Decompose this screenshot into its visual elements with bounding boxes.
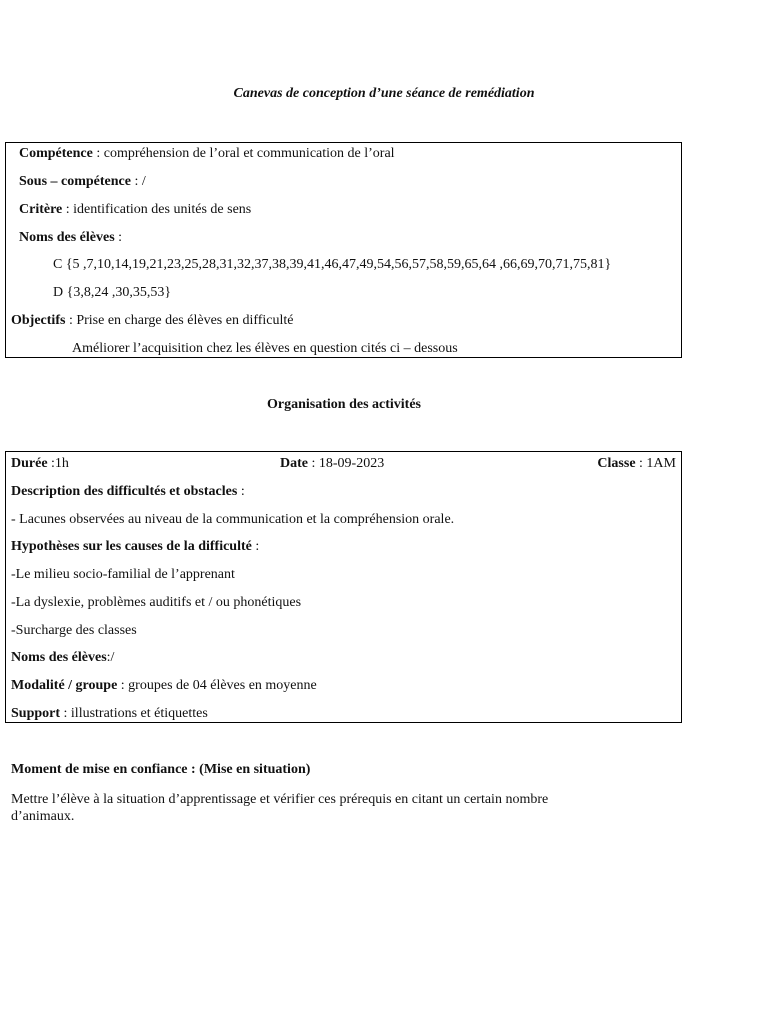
hypothesis-2: -La dyslexie, problèmes auditifs et / ou phonétiques xyxy=(11,595,302,610)
sous-competence-value: : / xyxy=(131,174,146,189)
competence-label: Compétence xyxy=(19,146,93,161)
sous-competence-label: Sous – compétence xyxy=(19,174,131,189)
moment-text-line-2: d’animaux. xyxy=(11,809,75,824)
hypothesis-1: -Le milieu socio-familial de l’apprenant xyxy=(11,567,235,582)
description-line xyxy=(11,484,245,500)
competence-line xyxy=(19,146,395,162)
moment-heading: Moment de mise en confiance : (Mise en situation) xyxy=(11,762,311,777)
description-value: : xyxy=(237,484,245,499)
noms-eleves-2-line xyxy=(11,650,114,666)
date-value: : 18-09-2023 xyxy=(308,456,385,471)
classe-value: : 1AM xyxy=(635,456,676,471)
critere-value: : identification des unités de sens xyxy=(62,202,252,217)
hypotheses-label: Hypothèses sur les causes de la difficulté xyxy=(11,539,252,554)
date-label: Date xyxy=(280,456,308,471)
activities-box xyxy=(5,451,682,723)
support-value: : illustrations et étiquettes xyxy=(60,706,208,721)
group-c-list: C {5 ,7,10,14,19,21,23,25,28,31,32,37,38,39,41,46,47,49,54,56,57,58,59,65,64 ,66,69,70,71,75,81} xyxy=(53,257,612,272)
duree-label: Durée xyxy=(11,456,48,471)
objectifs-line xyxy=(11,313,294,329)
moment-text-line-1: Mettre l’élève à la situation d’apprentissage et vérifier ces prérequis en citant un certain nombre xyxy=(11,792,549,807)
duree-value: :1h xyxy=(47,456,69,471)
critere-label: Critère xyxy=(19,202,63,217)
section-heading: Organisation des activités xyxy=(267,397,421,412)
sous-competence-line xyxy=(19,174,146,190)
competence-value: : compréhension de l’oral et communication de l’oral xyxy=(92,146,395,161)
noms-eleves-2-value: :/ xyxy=(106,650,115,665)
noms-eleves-2-label: Noms des élèves xyxy=(11,650,107,665)
lacunes-text: - Lacunes observées au niveau de la communication et la compréhension orale. xyxy=(11,512,455,527)
objectif-2-text: Améliorer l’acquisition chez les élèves en question cités ci – dessous xyxy=(72,341,458,356)
critere-line xyxy=(19,202,251,218)
duree-line xyxy=(11,456,69,472)
noms-eleves-line xyxy=(19,230,122,246)
group-d-list: D {3,8,24 ,30,35,53} xyxy=(53,285,172,300)
classe-line xyxy=(597,456,676,472)
noms-eleves-label: Noms des élèves xyxy=(19,230,115,245)
support-line xyxy=(11,706,208,722)
competence-box xyxy=(5,142,682,358)
noms-eleves-value: : xyxy=(114,230,123,245)
date-line xyxy=(280,456,384,472)
document-title: Canevas de conception d’une séance de remédiation xyxy=(233,86,535,101)
support-label: Support xyxy=(11,706,61,721)
modalite-label: Modalité / groupe xyxy=(11,678,118,693)
classe-label: Classe xyxy=(597,456,636,471)
hypotheses-value: : xyxy=(251,539,260,554)
hypothesis-3: -Surcharge des classes xyxy=(11,623,137,638)
hypotheses-line xyxy=(11,539,259,555)
objectifs-value: : Prise en charge des élèves en difficulté xyxy=(65,313,294,328)
objectifs-label: Objectifs xyxy=(11,313,66,328)
description-label: Description des difficultés et obstacles xyxy=(11,484,238,499)
modalite-line xyxy=(11,678,317,694)
modalite-value: : groupes de 04 élèves en moyenne xyxy=(117,678,317,693)
